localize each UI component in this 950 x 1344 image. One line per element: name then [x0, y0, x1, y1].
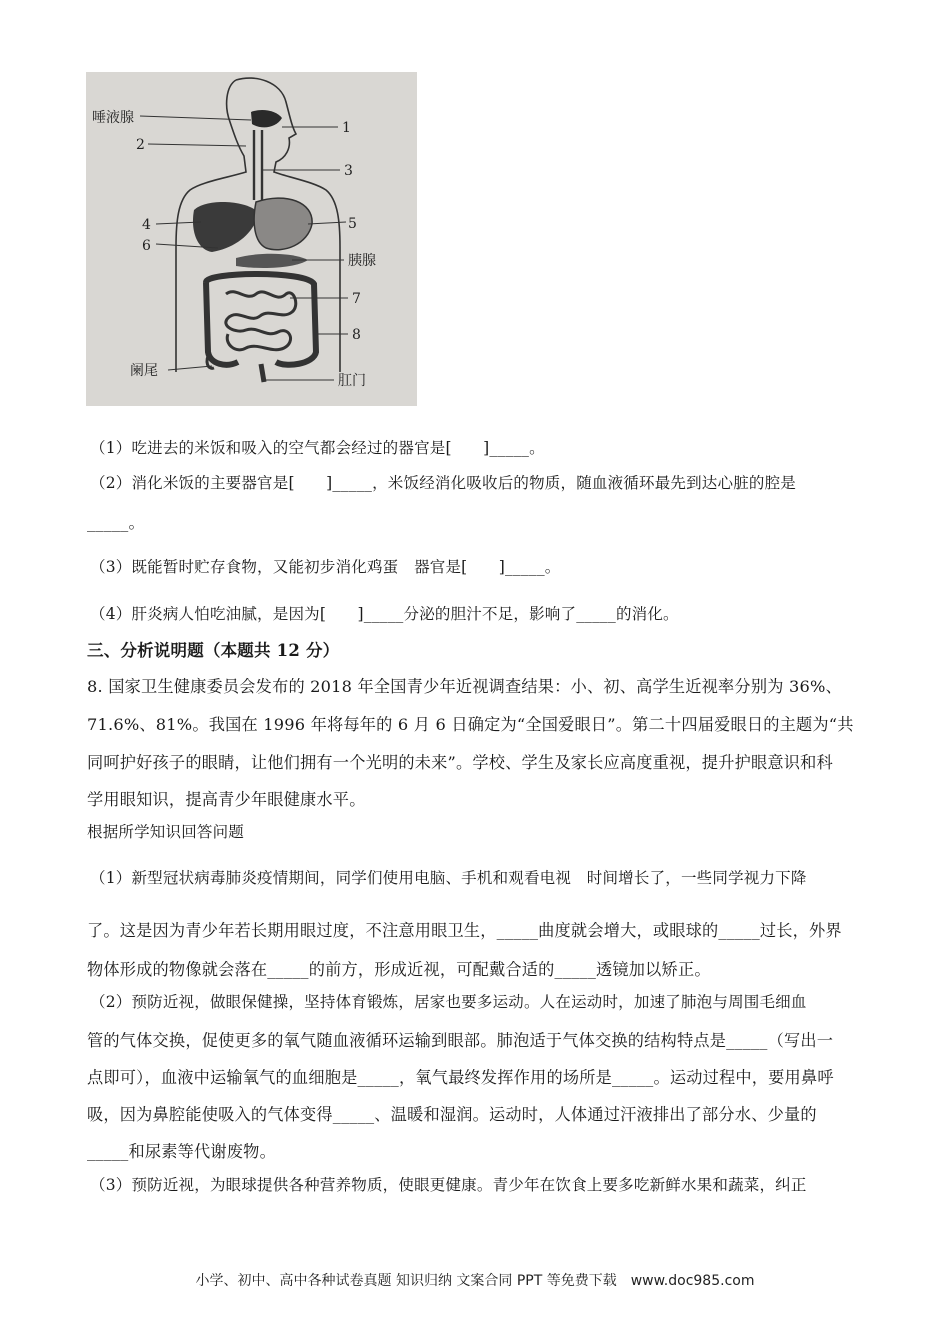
q7-part2-line2: _____。	[87, 513, 145, 532]
label-salivary-gland: 唾液腺	[92, 110, 134, 126]
q7-part1: （1）吃进去的米饭和吸入的空气都会经过的器官是[ ]_____。	[90, 439, 545, 457]
q8-part2-line3: 点即可），血液中运输氧气的血细胞是_____，氧气最终发挥作用的场所是_____。运动过程中，要用鼻呼	[87, 1068, 834, 1087]
label-anus: 肛门	[338, 373, 366, 389]
q8-part2-line1: （2）预防近视，做眼保健操，坚持体育锻炼，居家也要多运动。人在运动时，加速了肺泡与周围毛细血	[90, 993, 807, 1011]
q8-part2-line2: 管的气体交换，促使更多的氧气随血液循环运输到眼部。肺泡适于气体交换的结构特点是_____（写出一	[87, 1031, 834, 1050]
page-footer: 小学、初中、高中各种试卷真题 知识归纳 文案合同 PPT 等免费下载 www.doc985.com	[195, 1273, 755, 1289]
label-8: 8	[352, 327, 361, 343]
q8-part2-line5: _____和尿素等代谢废物。	[87, 1142, 276, 1161]
digestive-system-diagram	[86, 72, 417, 406]
section-heading: 三、分析说明题（本题共 12 分）	[87, 641, 340, 660]
q8-stem-line1: 8. 国家卫生健康委员会发布的 2018 年全国青少年近视调查结果：小、初、高学生近视率分别为 36%、	[87, 677, 842, 696]
label-3: 3	[344, 163, 353, 179]
label-2: 2	[136, 137, 145, 153]
digestive-system-figure	[86, 72, 417, 406]
q8-part2-line4: 吸，因为鼻腔能使吸入的气体变得_____、温暖和湿润。运动时，人体通过汗液排出了部分水、少量的	[87, 1105, 817, 1124]
q8-part1-line2: 了。这是因为青少年若长期用眼过度，不注意用眼卫生，_____曲度就会增大，或眼球的_____过长，外界	[87, 921, 842, 940]
q8-prompt: 根据所学知识回答问题	[87, 823, 245, 841]
label-7: 7	[352, 291, 361, 307]
q8-stem-line2: 71.6%、81%。我国在 1996 年将每年的 6 月 6 日确定为“全国爱眼日”。第二十四届爱眼日的主题为“共	[87, 715, 854, 734]
q7-part3: （3）既能暂时贮存食物，又能初步消化鸡蛋 器官是[ ]_____。	[90, 558, 561, 576]
q8-stem-line3: 同呵护好孩子的眼睛，让他们拥有一个光明的未来”。学校、学生及家长应高度重视，提升护眼意识和科	[87, 753, 833, 772]
q8-part3-line1: （3）预防近视，为眼球提供各种营养物质，使眼更健康。青少年在饮食上要多吃新鲜水果和蔬菜，纠正	[90, 1176, 807, 1194]
label-6: 6	[142, 238, 151, 254]
q7-part4: （4）肝炎病人怕吃油腻，是因为[ ]_____分泌的胆汁不足，影响了_____的消化。	[90, 605, 679, 623]
q8-part1-line1: （1）新型冠状病毒肺炎疫情期间，同学们使用电脑、手机和观看电视 时间增长了，一些同学视力下降	[90, 869, 807, 887]
label-4: 4	[142, 217, 151, 233]
label-5: 5	[348, 216, 357, 232]
label-pancreas: 胰腺	[348, 253, 376, 269]
label-1: 1	[342, 120, 351, 136]
label-appendix: 阑尾	[130, 363, 158, 379]
q8-part1-line3: 物体形成的物像就会落在_____的前方，形成近视，可配戴合适的_____透镜加以矫正。	[87, 960, 711, 979]
q7-part2-line1: （2）消化米饭的主要器官是[ ]_____，米饭经消化吸收后的物质，随血液循环最先到达心脏的腔是	[90, 474, 797, 492]
q8-stem-line4: 学用眼知识，提高青少年眼健康水平。	[87, 790, 366, 809]
